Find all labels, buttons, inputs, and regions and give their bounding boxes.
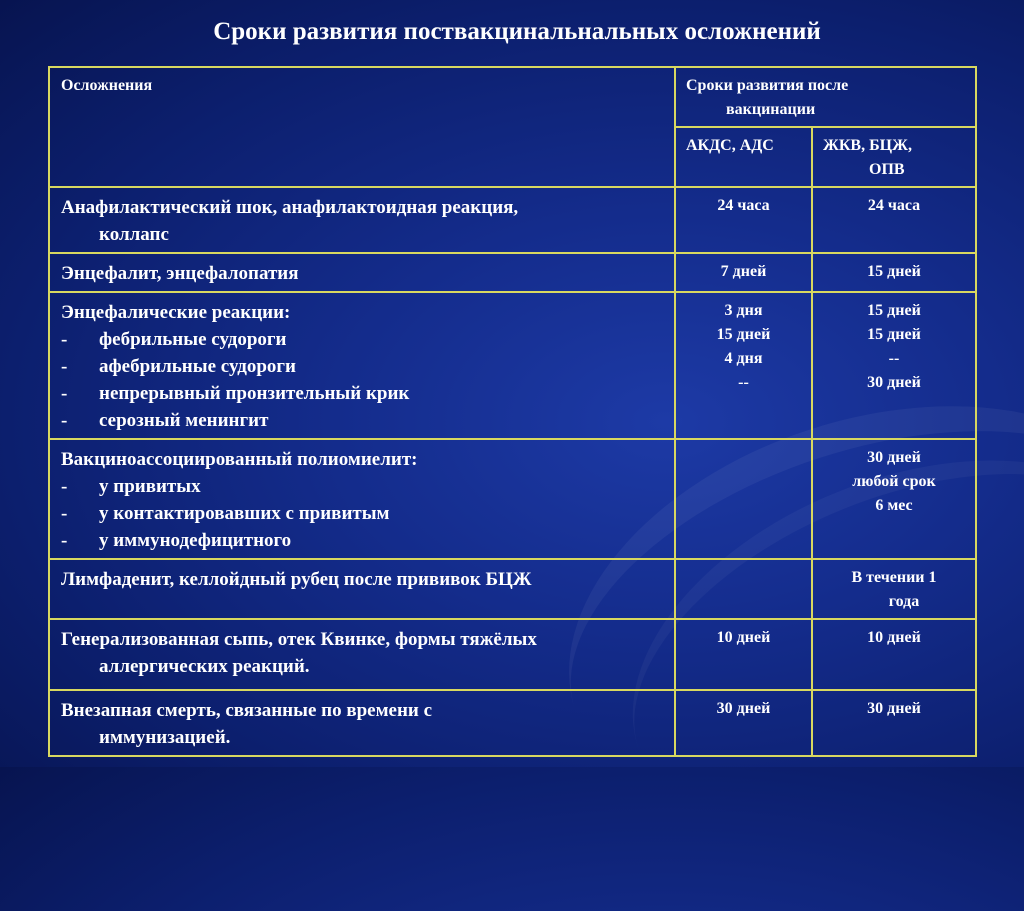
zhkv-value: 30 дней xyxy=(867,374,921,391)
complication-text: коллапс xyxy=(99,224,169,245)
zhkv-value: 15 дней xyxy=(867,263,921,280)
complications-table xyxy=(48,66,977,757)
slide-title: Сроки развития поствакцинальнальных осложнений xyxy=(213,18,821,45)
table-row xyxy=(49,690,976,756)
table-row xyxy=(49,439,976,559)
subheader-akds xyxy=(675,127,812,187)
akds-value: -- xyxy=(738,374,749,391)
zhkv-cell xyxy=(812,559,976,619)
zhkv-value: 24 часа xyxy=(867,197,921,214)
zhkv-value: 30 дней xyxy=(867,700,921,717)
subheader-akds-label: АКДС, АДС xyxy=(686,137,774,154)
complication-text: Энцефалит, энцефалопатия xyxy=(61,263,299,284)
table-row xyxy=(49,187,976,253)
akds-cell xyxy=(675,292,812,439)
list-item: - у иммунодефицитного xyxy=(61,530,292,551)
zhkv-cell xyxy=(812,619,976,690)
complication-cell xyxy=(49,292,675,439)
akds-cell xyxy=(675,187,812,253)
akds-value: 30 дней xyxy=(716,700,771,717)
akds-cell xyxy=(675,559,812,619)
complication-cell xyxy=(49,559,675,619)
complication-cell xyxy=(49,690,675,756)
table-header-row xyxy=(49,67,976,127)
header-complications-label: Осложнения xyxy=(61,77,153,94)
zhkv-cell xyxy=(812,292,976,439)
list-item: - у контактировавших с привитым xyxy=(61,503,390,524)
zhkv-value: 15 дней xyxy=(867,302,921,319)
zhkv-value: В течении 1 xyxy=(851,569,937,586)
complication-cell xyxy=(49,253,675,292)
complication-text: иммунизацией. xyxy=(99,727,231,748)
complication-text: Лимфаденит, келлойдный рубец после прививок БЦЖ xyxy=(61,569,532,590)
akds-value: 10 дней xyxy=(716,629,771,646)
subheader-zhkv xyxy=(812,127,976,187)
header-timing-label: вакцинации xyxy=(726,101,816,118)
list-item: - непрерывный пронзительный крик xyxy=(61,383,410,404)
subheader-zhkv-label: ОПВ xyxy=(869,161,905,178)
zhkv-cell xyxy=(812,439,976,559)
complication-cell xyxy=(49,619,675,690)
zhkv-value: 10 дней xyxy=(867,629,921,646)
akds-value: 24 часа xyxy=(717,197,770,214)
zhkv-cell xyxy=(812,690,976,756)
akds-cell xyxy=(675,690,812,756)
zhkv-value: года xyxy=(888,593,920,610)
akds-cell xyxy=(675,619,812,690)
header-complications xyxy=(49,67,675,187)
table-row xyxy=(49,253,976,292)
header-timing xyxy=(675,67,976,127)
complication-cell xyxy=(49,187,675,253)
akds-value: 7 дней xyxy=(720,263,767,280)
complication-text: Вакциноассоциированный полиомиелит: xyxy=(61,449,418,470)
akds-cell xyxy=(675,253,812,292)
akds-cell xyxy=(675,439,812,559)
list-item: - серозный менингит xyxy=(61,410,269,431)
list-item: - афебрильные судороги xyxy=(61,356,297,377)
akds-value: 4 дня xyxy=(724,350,763,367)
table-row xyxy=(49,619,976,690)
complication-text: Энцефалические реакции: xyxy=(61,302,291,323)
table-row xyxy=(49,559,976,619)
complication-text: аллергических реакций. xyxy=(99,656,310,677)
table-row xyxy=(49,292,976,439)
complication-cell xyxy=(49,439,675,559)
akds-value: 3 дня xyxy=(724,302,763,319)
subheader-zhkv-label: ЖКВ, БЦЖ, xyxy=(823,137,912,154)
zhkv-cell xyxy=(812,253,976,292)
complication-text: Генерализованная сыпь, отек Квинке, формы тяжёлых xyxy=(61,629,537,650)
zhkv-value: 30 дней xyxy=(867,449,921,466)
complication-text: Внезапная смерть, связанные по времени с xyxy=(61,700,433,721)
header-timing-label: Сроки развития после xyxy=(686,77,849,94)
complication-text: Анафилактический шок, анафилактоидная реакция, xyxy=(61,197,519,218)
zhkv-value: -- xyxy=(888,350,900,367)
list-item: - у привитых xyxy=(61,476,201,497)
zhkv-value: 6 мес xyxy=(875,497,913,514)
list-item: - фебрильные судороги xyxy=(61,329,287,350)
akds-value: 15 дней xyxy=(716,326,771,343)
zhkv-value: любой срок xyxy=(852,473,936,490)
zhkv-cell xyxy=(812,187,976,253)
zhkv-value: 15 дней xyxy=(867,326,921,343)
